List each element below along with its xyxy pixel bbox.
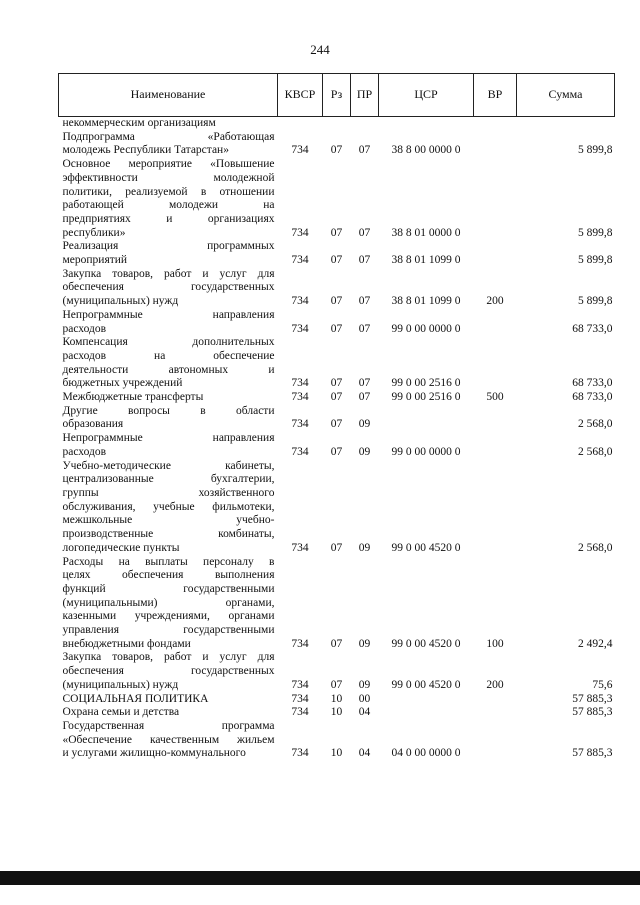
row-vr — [474, 460, 517, 556]
row-csr — [379, 693, 474, 707]
row-sum: 2 568,0 — [578, 445, 613, 458]
table-row — [59, 309, 615, 336]
row-csr: 99 0 00 0000 0 — [391, 445, 461, 458]
table-row — [59, 706, 615, 720]
row-name-line: целях обеспечения выполнения — [62, 569, 275, 582]
row-name-line: Расходы на выплаты персоналу в — [62, 555, 275, 568]
table-row — [59, 556, 615, 652]
row-vr: 200 — [486, 295, 504, 308]
row-sum: 68 733,0 — [572, 391, 613, 404]
row-name-line: Закупка товаров, работ и услуг для — [62, 267, 275, 280]
row-name-line: Основное мероприятие «Повышение — [62, 158, 275, 171]
row-sum: 57 885,3 — [572, 692, 613, 705]
row-kvsr: 734 — [291, 254, 309, 267]
row-name-line: Другие вопросы в области — [62, 404, 275, 417]
row-rz: 07 — [330, 322, 343, 335]
row-rz: 07 — [330, 254, 343, 267]
row-kvsr: 734 — [291, 295, 309, 308]
row-csr: 99 0 00 0000 0 — [391, 322, 461, 335]
row-rz — [323, 117, 351, 131]
row-name — [59, 460, 278, 556]
header-name: Наименование — [59, 74, 278, 117]
row-name-line: республики» — [62, 226, 126, 239]
row-name-line: эффективности молодежной — [62, 171, 275, 184]
row-vr: 200 — [486, 678, 504, 691]
row-vr — [474, 131, 517, 158]
table-row — [59, 720, 615, 761]
row-vr — [474, 693, 517, 707]
row-sum — [517, 117, 615, 131]
table-row — [59, 391, 615, 405]
row-name-line: бюджетных учреждений — [62, 377, 183, 390]
row-pr — [351, 117, 379, 131]
row-name-line: (муниципальными) органами, — [62, 596, 275, 609]
row-pr: 07 — [358, 295, 371, 308]
row-sum: 75,6 — [592, 678, 613, 691]
row-name-line: Межбюджетные трансферты — [62, 391, 204, 404]
table-body — [59, 117, 615, 762]
row-pr: 07 — [358, 377, 371, 390]
row-name-line: казенными учреждениями, органами — [62, 610, 275, 623]
row-kvsr: 734 — [291, 445, 309, 458]
row-rz: 07 — [330, 391, 343, 404]
row-rz: 10 — [330, 692, 343, 705]
row-csr: 38 8 00 0000 0 — [391, 144, 461, 157]
row-name — [59, 720, 278, 761]
row-name — [59, 117, 278, 131]
row-rz: 07 — [330, 295, 343, 308]
row-vr — [474, 706, 517, 720]
row-name-line: группы хозяйственного — [62, 486, 275, 499]
row-name-line: внебюджетными фондами — [62, 637, 191, 650]
row-csr: 99 0 00 4520 0 — [391, 637, 461, 650]
row-name — [59, 693, 278, 707]
row-sum: 68 733,0 — [572, 377, 613, 390]
row-name — [59, 432, 278, 459]
row-rz: 10 — [330, 747, 343, 760]
row-vr — [474, 158, 517, 240]
row-name — [59, 240, 278, 267]
row-name-line: производственные комбинаты, — [62, 528, 275, 541]
row-sum: 2 568,0 — [578, 418, 613, 431]
table-row — [59, 240, 615, 267]
row-pr: 07 — [358, 144, 371, 157]
row-name-line: деятельности автономных и — [62, 363, 275, 376]
row-name-line: Непрограммные направления — [62, 308, 275, 321]
table-row — [59, 158, 615, 240]
header-csr: ЦСР — [379, 74, 474, 117]
row-name — [59, 405, 278, 432]
row-pr: 04 — [358, 747, 371, 760]
row-name-line: логопедические пункты — [62, 541, 180, 554]
row-name-line: Компенсация дополнительных — [62, 336, 275, 349]
bottom-scan-bar — [0, 871, 640, 885]
row-rz: 07 — [330, 144, 343, 157]
row-kvsr: 734 — [291, 377, 309, 390]
row-csr: 99 0 00 4520 0 — [391, 678, 461, 691]
row-pr: 00 — [358, 692, 371, 705]
row-name-line: расходов на обеспечение — [62, 349, 275, 362]
row-name — [59, 706, 278, 720]
row-name-line: Государственная программа — [62, 719, 275, 732]
page-number: 244 — [310, 42, 330, 57]
header-pr: ПР — [351, 74, 379, 117]
row-sum: 5 899,8 — [578, 254, 613, 267]
row-kvsr: 734 — [291, 144, 309, 157]
row-vr — [474, 336, 517, 391]
row-name-line: мероприятий — [62, 254, 128, 267]
table-row — [59, 651, 615, 692]
row-sum: 2 568,0 — [578, 541, 613, 554]
row-sum: 5 899,8 — [578, 144, 613, 157]
row-name — [59, 268, 278, 309]
row-csr: 99 0 00 2516 0 — [391, 391, 461, 404]
row-name-line: Охрана семьи и детства — [62, 706, 180, 719]
row-name-line: образования — [62, 418, 124, 431]
row-name-line: (муниципальных) нужд — [62, 678, 179, 691]
row-name — [59, 158, 278, 240]
budget-table — [58, 73, 615, 761]
row-name-line: Учебно-методические кабинеты, — [62, 459, 275, 472]
header-sum: Сумма — [517, 74, 615, 117]
row-rz: 07 — [330, 541, 343, 554]
row-csr — [379, 405, 474, 432]
row-pr: 09 — [358, 418, 371, 431]
row-name — [59, 336, 278, 391]
row-rz: 07 — [330, 678, 343, 691]
row-name-line: некоммерческим организациям — [62, 117, 216, 129]
row-name-line: Реализация программных — [62, 240, 275, 253]
row-kvsr: 734 — [291, 226, 309, 239]
row-pr: 07 — [358, 226, 371, 239]
row-kvsr: 734 — [291, 541, 309, 554]
row-sum: 57 885,3 — [572, 747, 613, 760]
row-kvsr: 734 — [291, 418, 309, 431]
row-name-line: предприятиях и организациях — [62, 212, 275, 225]
row-vr — [474, 240, 517, 267]
table-row — [59, 693, 615, 707]
row-pr: 09 — [358, 637, 371, 650]
header-vr: ВР — [474, 74, 517, 117]
row-sum: 2 492,4 — [578, 637, 613, 650]
row-csr: 38 8 01 1099 0 — [391, 295, 461, 308]
row-kvsr: 734 — [291, 706, 309, 719]
table-header-row — [59, 74, 615, 117]
row-csr — [379, 117, 474, 131]
row-kvsr: 734 — [291, 747, 309, 760]
row-name-line: Подпрограмма «Работающая — [62, 130, 275, 143]
row-pr: 09 — [358, 541, 371, 554]
row-kvsr: 734 — [291, 322, 309, 335]
row-pr: 09 — [358, 445, 371, 458]
row-name-line: централизованные бухгалтерии, — [62, 473, 275, 486]
row-rz: 07 — [330, 637, 343, 650]
row-name-line: политики, реализуемой в отношении — [62, 185, 275, 198]
row-name-line: «Обеспечение качественным жильем — [62, 733, 275, 746]
row-sum: 57 885,3 — [572, 706, 613, 719]
row-kvsr: 734 — [291, 692, 309, 705]
row-name — [59, 131, 278, 158]
table-row — [59, 336, 615, 391]
row-name-line: СОЦИАЛЬНАЯ ПОЛИТИКА — [62, 692, 209, 705]
row-name — [59, 309, 278, 336]
table-row — [59, 131, 615, 158]
row-csr — [379, 706, 474, 720]
row-vr — [474, 432, 517, 459]
row-name-line: функций государственными — [62, 582, 275, 595]
row-name-line: (муниципальных) нужд — [62, 295, 179, 308]
row-vr: 100 — [486, 637, 504, 650]
row-vr — [474, 405, 517, 432]
row-rz: 07 — [330, 226, 343, 239]
row-rz: 10 — [330, 706, 343, 719]
row-name-line: работающей молодежи на — [62, 199, 275, 212]
table-row — [59, 460, 615, 556]
row-kvsr: 734 — [291, 391, 309, 404]
row-name-line: обеспечения государственных — [62, 281, 275, 294]
row-name — [59, 556, 278, 652]
row-name — [59, 651, 278, 692]
row-rz: 07 — [330, 377, 343, 390]
row-pr: 07 — [358, 391, 371, 404]
row-csr: 99 0 00 2516 0 — [391, 377, 461, 390]
row-name-line: управления государственными — [62, 624, 275, 637]
row-rz: 07 — [330, 418, 343, 431]
row-csr: 99 0 00 4520 0 — [391, 541, 461, 554]
row-sum: 68 733,0 — [572, 322, 613, 335]
table-row — [59, 432, 615, 459]
row-name-line: обслуживания, учебные фильмотеки, — [62, 500, 275, 513]
row-kvsr — [278, 117, 323, 131]
row-vr — [474, 309, 517, 336]
row-name-line: и услугами жилищно-коммунального — [62, 747, 246, 760]
row-name-line: Непрограммные направления — [62, 432, 275, 445]
row-csr: 38 8 01 0000 0 — [391, 226, 461, 239]
row-vr — [474, 117, 517, 131]
row-rz: 07 — [330, 445, 343, 458]
row-name-line: молодежь Республики Татарстан» — [62, 144, 229, 157]
header-rz: Рз — [323, 74, 351, 117]
row-csr: 04 0 00 0000 0 — [391, 747, 461, 760]
row-sum: 5 899,8 — [578, 226, 613, 239]
row-name-line: расходов — [62, 445, 107, 458]
row-pr: 07 — [358, 254, 371, 267]
row-name-line: расходов — [62, 322, 107, 335]
row-vr: 500 — [486, 391, 504, 404]
row-vr — [474, 720, 517, 761]
table-row — [59, 117, 615, 131]
row-name-line: межшкольные учебно- — [62, 514, 275, 527]
table-row — [59, 405, 615, 432]
row-sum: 5 899,8 — [578, 295, 613, 308]
row-name-line: Закупка товаров, работ и услуг для — [62, 651, 275, 664]
row-pr: 04 — [358, 706, 371, 719]
header-kvsr: КВСР — [278, 74, 323, 117]
row-pr: 07 — [358, 322, 371, 335]
row-name-line: обеспечения государственных — [62, 665, 275, 678]
row-pr: 09 — [358, 678, 371, 691]
row-csr: 38 8 01 1099 0 — [391, 254, 461, 267]
row-kvsr: 734 — [291, 678, 309, 691]
row-kvsr: 734 — [291, 637, 309, 650]
table-row — [59, 268, 615, 309]
row-name — [59, 391, 278, 405]
